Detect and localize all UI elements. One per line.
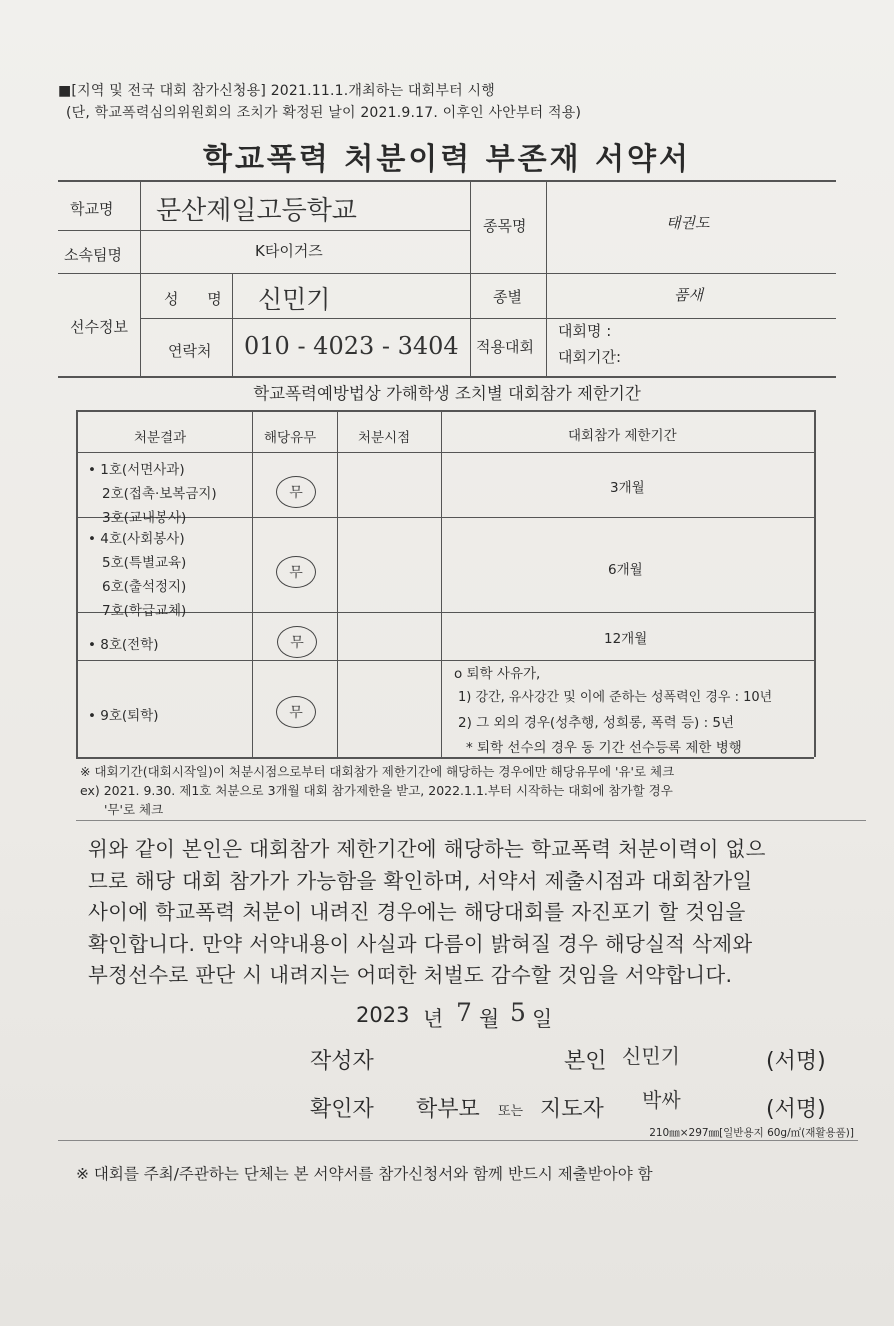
table-col-divider: [337, 410, 338, 757]
period-line: 2) 그 외의 경우(성추행, 성희롱, 폭력 등) : 5년: [458, 715, 735, 731]
applicable-mark: 무: [276, 696, 316, 728]
coach-label: 지도자: [540, 1097, 604, 1122]
col-header-time: 처분시점: [358, 430, 411, 446]
period-line: * 퇴학 선수의 경우 동 기간 선수등록 제한 병행: [466, 740, 742, 756]
date-year: 2023: [356, 1003, 410, 1027]
disposition-item: 6호(출석정지): [102, 579, 187, 595]
date-month-unit: 월: [479, 1007, 500, 1031]
document-title: 학교폭력 처분이력 부존재 서약서: [202, 142, 692, 177]
info-col-divider: [470, 180, 471, 376]
category-value: 품새: [674, 286, 703, 304]
date-day-unit: 일: [532, 1007, 553, 1031]
table-border-left: [76, 410, 78, 757]
parent-label: 학부모: [416, 1097, 480, 1122]
date-month: 7: [456, 998, 472, 1027]
info-col-divider: [546, 180, 547, 376]
category-label: 종별: [493, 288, 522, 306]
school-value: 문산제일고등학교: [156, 196, 357, 226]
disposition-item: • 4호(사회봉사): [88, 531, 185, 547]
note-divider: [76, 820, 866, 821]
table-row-divider: [76, 517, 814, 518]
bottom-divider: [58, 1140, 858, 1141]
info-row-divider: [140, 318, 836, 319]
name-label: 성 명: [164, 290, 234, 308]
table-border-right: [814, 410, 816, 757]
self-label: 본인: [564, 1049, 607, 1074]
event-value: 태권도: [666, 214, 710, 232]
restriction-period: 6개월: [608, 562, 643, 578]
col-header-applicable: 해당유무: [264, 430, 317, 446]
competition-period: 대회기간:: [558, 348, 622, 366]
coach-name: 박싸: [642, 1088, 681, 1112]
table-note-1: ※ 대회기간(대회시작일)이 처분시점으로부터 대회참가 제한기간에 해당하는 경우에만 해당유무에 '유'로 체크: [80, 764, 675, 779]
period-line: 1) 강간, 유사강간 및 이에 준하는 성폭력인 경우 : 10년: [458, 690, 773, 705]
competition-label: 적용대회: [476, 338, 534, 356]
disposition-item: • 8호(전학): [88, 637, 159, 653]
table-row-divider: [76, 612, 814, 613]
info-border-top: [58, 180, 836, 182]
pledge-line: 위와 같이 본인은 대회참가 제한기간에 해당하는 학교폭력 처분이력이 없으: [88, 837, 766, 861]
info-col-divider: [140, 180, 141, 376]
name-value: 신민기: [258, 285, 331, 314]
coach-sign-placeholder: (서명): [766, 1097, 826, 1122]
competition-name: 대회명 :: [558, 322, 612, 340]
paper-spec: 210㎜×297㎜[일반용지 60g/㎡(재활용품)]: [649, 1127, 854, 1139]
footer-notice: ※ 대회를 주최/주관하는 단체는 본 서약서를 참가신청서와 함께 반드시 제출받아야 함: [76, 1165, 653, 1183]
pledge-line: 확인합니다. 만약 서약내용이 사실과 다름이 밝혀질 경우 해당실적 삭제와: [88, 931, 753, 956]
info-row-divider: [58, 230, 470, 231]
disposition-item: 3호(교내봉사): [102, 510, 187, 526]
table-col-divider: [441, 410, 442, 757]
table-row-divider: [76, 660, 814, 661]
table-border-bottom: [76, 757, 814, 759]
contact-label: 연락처: [168, 342, 212, 360]
disposition-item: • 9호(퇴학): [88, 708, 159, 724]
applicable-mark: 무: [276, 476, 316, 508]
team-value: K타이거즈: [255, 242, 323, 260]
or-label: 또는: [498, 1104, 524, 1119]
col-header-period: 대회참가 제한기간: [568, 428, 677, 444]
restriction-period: 3개월: [610, 480, 645, 496]
pledge-paragraph: [88, 834, 838, 992]
restriction-subtitle: 학교폭력예방법상 가해학생 조치별 대회참가 제한기간: [253, 384, 641, 403]
table-note-3: '무'로 체크: [104, 802, 164, 817]
pledge-line: 사이에 학교폭력 처분이 내려진 경우에는 해당대회를 자진포기 할 것임을: [88, 900, 746, 924]
self-name: 신민기: [622, 1044, 680, 1068]
table-note-2: ex) 2021. 9.30. 제1호 처분으로 3개월 대회 참가제한을 받고, 2022.1.1.부터 시작하는 대회에 참가할 경우: [80, 783, 673, 798]
date-day: 5: [510, 998, 526, 1027]
period-line: o 퇴학 사유가,: [454, 666, 541, 682]
disposition-item: 7호(학급교체): [102, 603, 187, 619]
applicable-mark: 무: [276, 556, 316, 588]
contact-value: 010 - 4023 - 3404: [244, 332, 459, 360]
player-info-label: 선수정보: [70, 318, 128, 336]
table-header-divider: [76, 452, 814, 453]
disposition-item: 2호(접촉·보복금지): [102, 486, 217, 502]
header-line-1: ■[지역 및 전국 대회 참가신청용] 2021.11.1.개최하는 대회부터 시행: [58, 83, 495, 99]
info-border-bottom: [58, 376, 836, 378]
table-col-divider: [252, 410, 253, 757]
self-sign-placeholder: (서명): [766, 1049, 826, 1074]
date-year-unit: 년: [423, 1007, 444, 1031]
team-label: 소속팀명: [64, 246, 122, 264]
header-line-2: (단, 학교폭력심의위원회의 조치가 확정된 날이 2021.9.17. 이후인 사안부터 적용): [66, 105, 582, 121]
school-label: 학교명: [70, 200, 114, 218]
applicable-mark: 무: [277, 626, 317, 658]
restriction-period: 12개월: [604, 631, 648, 647]
event-label: 종목명: [483, 217, 527, 235]
writer-label: 작성자: [310, 1049, 374, 1074]
info-row-divider: [58, 273, 836, 274]
pledge-line: 므로 해당 대회 참가가 가능함을 확인하며, 서약서 제출시점과 대회참가일: [88, 868, 753, 893]
disposition-item: • 1호(서면사과): [88, 462, 185, 478]
disposition-item: 5호(특별교육): [102, 555, 187, 571]
col-header-result: 처분결과: [134, 430, 187, 446]
table-border-top: [76, 410, 815, 412]
pledge-line: 부정선수로 판단 시 내려지는 어떠한 처벌도 감수할 것임을 서약합니다.: [88, 963, 733, 987]
confirmer-label: 확인자: [310, 1097, 374, 1122]
